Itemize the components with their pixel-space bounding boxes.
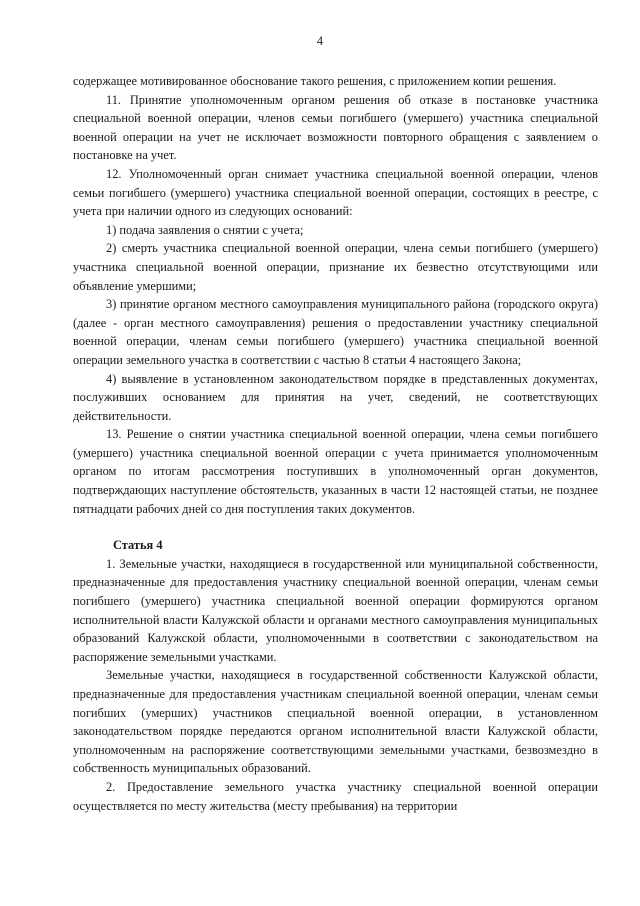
paragraph-item-12: 12. Уполномоченный орган снимает участника специальной военной операции, членов семьи погибшего (умершего) участника специальной военной операции, состоящих в реестре, с учета при наличии одного из следующих оснований: [73, 166, 598, 219]
paragraph-subitem-2: 2) смерть участника специальной военной операции, члена семьи погибшего (умершего) участника специальной военной операции, признание их безвестно отсутствующими или объявление умершими; [73, 241, 598, 293]
paragraph-item-13: 13. Решение о снятии участника специальной военной операции, члена семьи погибшего (умершего) участника специальной военной операции с учета принимается уполномоченным органом по итогам рассмотрения поступивших в уполномоченный орган документов, подтверждающих наступление обстоятельств, указанных в части 12 настоящей статьи, не позднее пятнадцати рабочих дней со дня поступления таких документов. [73, 427, 598, 516]
page-number: 4 [316, 34, 324, 48]
paragraph-item-11: 11. Принятие уполномоченным органом решения об отказе в постановке участника специальной военной операции, членов семьи погибшего (умершего) участника специальной военной операции на учет не исключает возможности повторного обращения с заявлением о постановке на учет. [73, 92, 598, 163]
article-paragraph-1: 1. Земельные участки, находящиеся в государственной или муниципальной собственности, предназначенные для предоставления участнику специальной военной операции, членам семьи погибшего (умершего) участника специальной военной операции формируются органом исполнительной власти Калужской области и органами местного самоуправления муниципальных образований Калужской области, уполномоченными в соответствии с законодательством на распоряжение земельными участками. [73, 556, 598, 664]
paragraph-subitem-1: 1) подача заявления о снятии с учета; [106, 222, 304, 237]
paragraph-subitem-4: 4) выявление в установленном законодательством порядке в представленных документах, послуживших основанием для принятия на учет, сведений, не соответствующих действительности. [73, 371, 598, 423]
paragraph-continuation: содержащее мотивированное обоснование такого решения, с приложением копии решения. [73, 74, 557, 88]
paragraph-subitem-3: 3) принятие органом местного самоуправления муниципального района (городского округа) (далее - орган местного самоуправления) решения о предоставлении участнику специальной военной операции, членам семьи погибшего (умершего) участника специальной военной операции земельного участка в соответствии с частью 8 статьи 4 настоящего Закона; [73, 297, 598, 367]
document-body [73, 72, 598, 815]
article-heading: Статья 4 [113, 538, 163, 553]
article-paragraph-2: 2. Предоставление земельного участка участнику специальной военной операции осуществляется по месту жительства (месту пребывания) на территории [73, 779, 598, 813]
article-paragraph-1-continued: Земельные участки, находящиеся в государственной собственности Калужской области, предназначенные для предоставления участникам специальной военной операции, членам семьи погибших (умерших) участников специальной военной операции, в установленном законодательством порядке передаются органом исполнительной власти Калужской области, уполномоченным на распоряжение соответствующими земельными участками, безвозмездно в собственность муниципальных образований. [73, 668, 598, 776]
